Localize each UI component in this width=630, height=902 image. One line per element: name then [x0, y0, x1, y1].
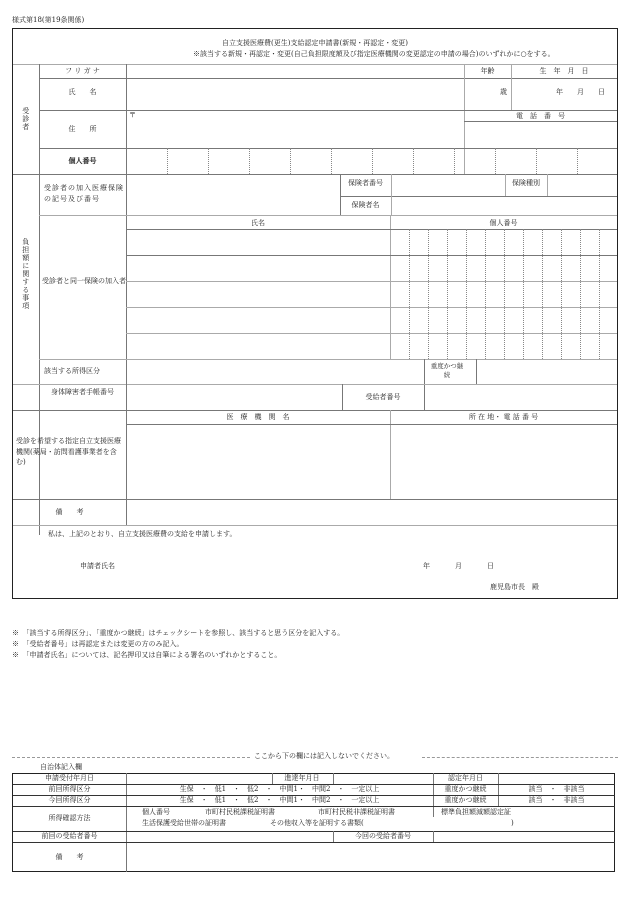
method-other-close: ) — [511, 819, 514, 827]
dob-label: 生 年 月 日 — [539, 67, 589, 75]
members-name-header: 氏名 — [251, 219, 265, 227]
insurance-label: 受診者の加入医療保険の記号及び番号 — [44, 184, 124, 203]
age-label: 年齢 — [480, 67, 495, 75]
income-method-label: 所得確認方法 — [48, 814, 91, 822]
received-date-label: 申請受付年月日 — [45, 774, 94, 782]
institution-name-field[interactable] — [127, 425, 389, 499]
curr-applicable-options[interactable]: 該当 ・ 非該当 — [528, 796, 585, 804]
same-insurance-label: 受診者と同一保険の加入者 — [42, 277, 126, 285]
address-field[interactable] — [127, 111, 463, 148]
digit-divider — [208, 148, 209, 174]
digit-divider — [504, 229, 505, 359]
insurance-type-field[interactable] — [548, 175, 617, 195]
method-other-documents[interactable]: その他収入等を証明する書類( — [270, 819, 364, 827]
digit-divider — [167, 148, 168, 174]
digit-divider — [536, 148, 537, 174]
form-instruction: ※該当する新規・再認定・変更(自己負担限度額及び指定医療機関の変更認定の申請の場合)のいずれかに○をする。 — [193, 50, 555, 58]
method-reduction-certificate[interactable]: 標準負担額減額認定証 — [441, 808, 511, 816]
member-name-field[interactable] — [127, 230, 389, 255]
disability-handbook-label: 身体障害者手帳番号 — [51, 388, 114, 396]
curr-income-options[interactable]: 生保 ・ 低1 ・ 低2 ・ 中間1・ 中間2 ・ 一定以上 — [179, 796, 380, 804]
furigana-field[interactable] — [127, 65, 463, 78]
curr-severe-label: 重度かつ継続 — [444, 796, 487, 804]
digit-divider — [599, 229, 600, 359]
cut-line-text: ここから下の欄には記入しないでください。 — [254, 752, 394, 760]
severe-continuous-field[interactable] — [477, 360, 617, 384]
postal-mark: 〒 — [129, 111, 136, 119]
forwarded-date-field[interactable] — [334, 774, 432, 783]
address-label: 住 所 — [68, 125, 97, 133]
prev-severe-label: 重度かつ継続 — [444, 785, 487, 793]
insurer-name-field[interactable] — [392, 197, 617, 215]
method-tax-certificate[interactable]: 市町村民税課税証明書 — [205, 808, 275, 816]
dob-field[interactable]: 年 月 日 — [556, 88, 605, 96]
insurer-number-field[interactable] — [392, 175, 504, 195]
age-unit: 歳 — [500, 88, 507, 96]
member-name-field[interactable] — [127, 308, 389, 333]
digit-divider — [413, 148, 414, 174]
received-date-field[interactable] — [127, 774, 271, 783]
office-remarks-label: 備 考 — [55, 853, 84, 861]
digit-divider — [372, 148, 373, 174]
method-nontax-certificate[interactable]: 市町村民税非課税証明書 — [318, 808, 395, 816]
form-title: 自立支援医療費(更生)支給認定申請書(新規・再認定・変更) — [222, 39, 408, 47]
digit-divider — [542, 229, 543, 359]
recipient-number-field[interactable] — [425, 385, 617, 410]
phone-label: 電 話 番 号 — [516, 112, 565, 120]
remarks-field[interactable] — [127, 500, 617, 525]
divider — [13, 525, 617, 526]
digit-divider — [466, 229, 467, 359]
date-day: 日 — [487, 562, 494, 570]
prev-income-label: 前回所得区分 — [48, 785, 91, 793]
digit-divider — [485, 229, 486, 359]
age-field[interactable] — [465, 79, 499, 109]
prev-recipient-label: 前回の受給者番号 — [41, 832, 98, 840]
prev-income-options[interactable]: 生保 ・ 低1 ・ 低2 ・ 中間1・ 中間2 ・ 一定以上 — [179, 785, 380, 793]
method-my-number[interactable]: 個人番号 — [142, 808, 170, 816]
member-name-field[interactable] — [127, 282, 389, 307]
digit-divider — [409, 229, 410, 359]
insurance-symbol-field[interactable] — [127, 175, 339, 215]
member-name-field[interactable] — [127, 256, 389, 281]
note-3: ※ 「申請者氏名」については、記名押印又は自筆による署名のいずれかとすること。 — [12, 651, 282, 659]
member-name-field[interactable] — [127, 334, 389, 359]
prev-applicable-options[interactable]: 該当 ・ 非該当 — [528, 785, 585, 793]
cut-line-left — [12, 757, 250, 758]
name-field[interactable] — [127, 79, 463, 109]
cut-line-right — [422, 757, 618, 758]
disability-handbook-field[interactable] — [127, 385, 341, 410]
institution-address-header: 所 在 地・ 電 話 番 号 — [468, 413, 539, 421]
divider — [13, 410, 617, 411]
office-title: 自治体記入欄 — [40, 763, 82, 771]
method-welfare-certificate[interactable]: 生活保護受給世帯の証明書 — [142, 819, 226, 827]
institution-label: 受診を希望する指定自立支援医療機関(薬局・訪問看護事業者を含む) — [16, 437, 121, 466]
applicant-name-label: 申請者氏名 — [80, 562, 115, 570]
digit-divider — [447, 229, 448, 359]
applicant-name-field[interactable] — [130, 556, 410, 574]
income-category-field[interactable] — [127, 360, 423, 384]
curr-recipient-label: 今回の受給者番号 — [355, 832, 411, 840]
curr-recipient-field[interactable] — [434, 832, 615, 841]
addressee: 鹿児島市長 殿 — [490, 583, 539, 591]
members-number-header: 個人番号 — [489, 219, 518, 227]
my-number-label: 個人番号 — [68, 156, 97, 165]
phone-field[interactable] — [465, 122, 617, 148]
digit-divider — [249, 148, 250, 174]
digit-divider — [577, 148, 578, 174]
digit-divider — [331, 148, 332, 174]
remarks-label: 備 考 — [55, 508, 84, 516]
office-remarks-field[interactable] — [127, 843, 615, 871]
insurer-number-label: 保険者番号 — [348, 179, 383, 187]
digit-divider — [580, 229, 581, 359]
date-month: 月 — [455, 562, 462, 570]
insurance-type-label: 保険種別 — [512, 179, 540, 187]
burden-section-label: 負担額に関する事項 — [21, 238, 30, 310]
digit-divider — [454, 148, 455, 174]
digit-divider — [523, 229, 524, 359]
note-1: ※ 「該当する所得区分」、「重度かつ継続」はチェックシートを参照し、該当すると思う区分を記入する。 — [12, 629, 345, 637]
forwarded-date-label: 進達年月日 — [284, 774, 320, 782]
digit-divider — [290, 148, 291, 174]
approved-date-field[interactable] — [499, 774, 615, 783]
divider — [39, 215, 617, 216]
patient-section-label: 受診者 — [21, 107, 30, 131]
form-number: 様式第18(第19条関係) — [12, 16, 85, 24]
declaration-statement: 私は、上記のとおり、自立支援医療費の支給を申請します。 — [48, 530, 237, 538]
income-category-label: 該当する所得区分 — [44, 367, 100, 375]
note-2: ※ 「受給者番号」は再認定または変更の方のみ記入。 — [12, 640, 184, 648]
curr-income-label: 今回所得区分 — [48, 796, 91, 804]
name-label: 氏 名 — [68, 88, 97, 96]
institution-name-header: 医 療 機 関 名 — [226, 413, 290, 421]
recipient-number-label: 受給者番号 — [365, 393, 401, 401]
digit-divider — [495, 148, 496, 174]
insurer-name-label: 保険者名 — [351, 201, 380, 209]
date-year: 年 — [423, 562, 430, 570]
divider — [13, 806, 615, 807]
institution-address-field[interactable] — [391, 425, 617, 499]
prev-recipient-field[interactable] — [127, 832, 332, 841]
digit-divider — [428, 229, 429, 359]
severe-continuous-label: 重度かつ継続 — [430, 362, 464, 380]
digit-divider — [561, 229, 562, 359]
furigana-label: フ リ ガ ナ — [65, 67, 100, 75]
approved-date-label: 認定年月日 — [448, 774, 483, 782]
